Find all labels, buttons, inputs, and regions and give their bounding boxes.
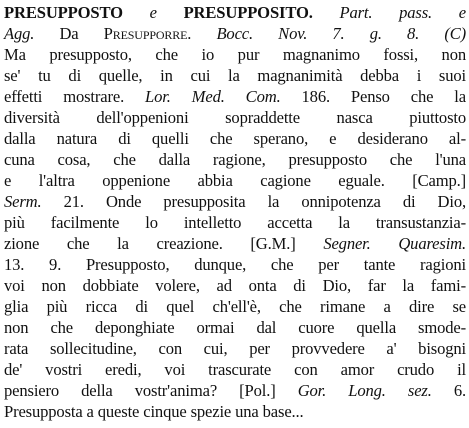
entry-text-run: 21. Onde presupposita la onnipotenza di Dio, [41,192,466,211]
entry-text-run: e [122,3,184,22]
entry-line-5 [4,86,466,108]
entry-text-run: Presupposta a queste cinque spezie una base... [4,402,304,421]
entry-line-3 [4,44,466,66]
entry-text-run: Bocc. Nov. 7. g. 8. (C) [191,24,466,43]
entry-line-15 [4,296,466,318]
entry-line-11 [4,212,466,234]
entry-line-9 [4,170,466,192]
entry-text-run: e l'altra oppenione abbia cagione eguale. [Camp.] [4,171,466,190]
entry-text-run: Lor. Med. Com. [145,87,281,106]
entry-text-run: rata sollecitudine, con cui, per provvedere a' bisogni [4,339,466,358]
entry-text-run: 13. 9. Presupposto, dunque, che per tante ragioni [4,255,466,274]
entry-line-1 [4,2,466,24]
entry-text-run: Segner. Quaresim. [323,234,466,253]
entry-text-run: Serm. [4,192,42,211]
entry-text-run: se' tu di quelle, in cui la magnanimità debba i suoi [4,66,466,85]
entry-text-run: Ma presupposto, che io pur magnanimo fossi, non [4,45,466,64]
entry-line-4 [4,65,466,87]
entry-line-20 [4,401,466,423]
entry-line-14 [4,275,466,297]
entry-line-16 [4,317,466,339]
entry-line-10 [4,191,466,213]
entry-text-run: Gor. Long. sez. [297,381,432,400]
entry-line-19 [4,380,466,402]
entry-line-2 [4,23,466,45]
entry-text-run: voi non dobbiate volere, ad onta di Dio, far la fami- [4,276,466,295]
entry-text-run: dalla natura di quelli che sperano, e desiderano al- [4,129,466,148]
entry-text-run: zione che la creazione. [G.M.] [4,234,324,253]
entry-line-6 [4,107,466,129]
entry-text-run: più facilmente lo intelletto accetta la transustanzia- [4,213,466,232]
entry-line-7 [4,128,466,150]
entry-text-run: cuna cosa, che dalla ragione, presupposto che l'una [4,150,466,169]
entry-line-13 [4,254,466,276]
entry-line-18 [4,359,466,381]
entry-text-run: de' vostri eredi, voi trascurate con amor crudo il [4,360,466,379]
entry-text-run: pensiero della vostr'anima? [Pol.] [4,381,298,400]
entry-line-8 [4,149,466,171]
entry-text-run: PRESUPPOSITO. [183,3,313,22]
entry-text-run: glia più ricca di quel ch'ell'è, che rimane a dire se [4,297,466,316]
entry-text-run: effetti mostrare. [4,87,146,106]
entry-line-12 [4,233,466,255]
entry-text-run: Presupporre. [103,24,192,43]
entry-line-17 [4,338,466,360]
entry-text-run: diversità dell'oppenioni sopraddette nasca piuttosto [4,108,466,127]
entry-text-run: Part. pass. e [312,3,466,22]
entry-text-run: 6. [431,381,466,400]
dictionary-entry-presupposto [4,2,466,426]
entry-text-run: PRESUPPOSTO [4,3,123,22]
entry-text-run: Da [34,24,104,43]
entry-text-run: 186. Penso che la [280,87,466,106]
entry-text-run: non che deponghiate ormai dal cuore quella smode- [4,318,466,337]
entry-text-run: Agg. [4,24,35,43]
